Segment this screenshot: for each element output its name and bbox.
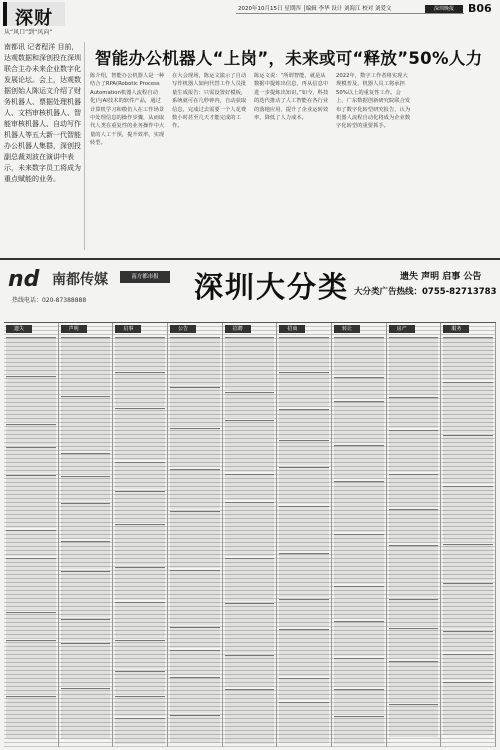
classified-ad-block (334, 716, 384, 744)
classified-ad-block (170, 627, 220, 648)
header-divider (236, 13, 464, 14)
classified-ad-block (225, 655, 275, 687)
classified-ad-block (389, 474, 439, 507)
classified-ad-block (61, 503, 111, 539)
lead-paragraph: 南都讯 记者程洋 目前，达观数据和深创投在深圳联合主办未来企业数字化发展论坛。会上，达观数据创始人陈运文介绍了财务机器人、票据处理机器人、文档审核机器人、智能审核机器人、自动写作机器人等五大新一代智能办公机器人集群，深创投副总裁刘波在演讲中表示，未来数字员工将成为重点赋能的业务。 (4, 43, 81, 183)
classified-ad-block (225, 337, 275, 390)
classified-ad-block (389, 430, 439, 472)
classified-ad-block (6, 447, 56, 473)
classified-ad-block (170, 337, 220, 385)
classified-column-header: 声明 (61, 325, 87, 333)
classified-ad-block (115, 462, 165, 489)
classified-ad-block (443, 382, 493, 433)
classified-ad-block (6, 612, 56, 638)
classified-ad-block (389, 545, 439, 597)
page-header (0, 0, 500, 38)
classified-ad-block (115, 524, 165, 565)
classified-ad-block (115, 640, 165, 669)
classified-title: 深圳大分类 (194, 270, 350, 304)
classified-ad-block (170, 677, 220, 713)
classified-ad-block (279, 599, 329, 627)
classified-ad-block (443, 435, 493, 484)
classified-column-header: 遗失 (6, 325, 32, 333)
classified-ad-block (115, 602, 165, 638)
classified-ad-block (334, 586, 384, 619)
classified-ad-block (334, 621, 384, 656)
classified-column-header: 房产 (389, 325, 415, 333)
classified-ad-block (115, 567, 165, 600)
classified-ad-block (115, 718, 165, 744)
classified-header (4, 263, 496, 319)
classified-column (277, 323, 332, 747)
article-column: 2022年，数字工作者将实现大规模普及，机器人员工将承担50%以上的重复性工作。会上，广东数据创新研究院联合发布了数字化转型研究报告，认为机器人流程自动化将成为企业数字化转型的重要抓手。 (336, 73, 411, 130)
article-column: 陈运文说：“所谓智能，就是从数据中提炼出信息，再从信息中进一步提炼出知识。”如今，科技的迭代推动了人工智能在各行业的落地应用，提升了企业运转效率，降低了人力成本。 (254, 73, 329, 122)
classified-ad-block (279, 467, 329, 504)
classified-column (223, 323, 278, 747)
classified-ad-block (170, 469, 220, 509)
classified-ad-block (61, 541, 111, 569)
brand-logo (8, 267, 188, 307)
classified-column-header: 转让 (334, 325, 360, 333)
classified-ad-block (443, 654, 493, 680)
classified-ad-block (389, 509, 439, 543)
classified-ad-block (334, 377, 384, 399)
classified-ad-block (279, 372, 329, 407)
classified-ad-block (6, 475, 56, 528)
classified-ad-block (225, 392, 275, 418)
classified-ad-block (389, 599, 439, 626)
classified-ad-block (443, 486, 493, 542)
article-column: 陈介绍，智能办公机器人是一种结合了RPA(Robotic Process Automation机器人流程自动化)与AI技术的软件产品，通过计算机学习和模仿人在工作场景中处理信息的操作步骤，从而取代人类在重复性的业务操作中大量的人工干预，提升效率，实现转型。 (90, 73, 165, 147)
classified-ad-block (279, 440, 329, 465)
date-line: 2020年10月15日 星期四 │编辑 李华 设计 刘海江 校对 刘爱文 (238, 6, 392, 12)
classified-ad-block (334, 534, 384, 584)
classified-ad-block (6, 376, 56, 422)
classified-ad-block (115, 671, 165, 694)
section-subtitle: 从“风口”到“风向” (4, 29, 53, 36)
classified-ad-block (170, 511, 220, 568)
article-headline: 智能办公机器人“上岗”，未来或可“释放”50%人力 (95, 49, 483, 68)
lead-divider (84, 42, 85, 250)
classified-ad-block (6, 530, 56, 556)
classified-ad-block (279, 702, 329, 743)
article-body (90, 72, 494, 257)
classified-column (59, 323, 114, 747)
classified-ad-block (443, 583, 493, 629)
section-tag (3, 2, 65, 29)
classified-column-header: 服务 (443, 325, 469, 333)
classified-ad-block (225, 603, 275, 653)
classified-ad-block (389, 337, 439, 395)
classified-ad-block (279, 629, 329, 676)
classified-ad-block (334, 689, 384, 714)
classified-ad-block (170, 650, 220, 675)
classified-ad-block (279, 678, 329, 700)
classified-ad-block (389, 661, 439, 702)
classified-ad-block (6, 558, 56, 610)
classified-ad-block (170, 428, 220, 467)
classified-column-header: 招聘 (225, 325, 251, 333)
classified-ad-block (6, 337, 56, 374)
classified-ad-block (389, 628, 439, 659)
classified-ad-block (61, 476, 111, 501)
classified-ad-block (61, 337, 111, 394)
classified-ad-block (443, 682, 493, 735)
classified-column-header: 启事 (115, 325, 141, 333)
classified-column (332, 323, 387, 747)
header-badge: 深圳晚报 (425, 5, 463, 13)
classified-ad-block (334, 481, 384, 532)
classified-ad-block (443, 544, 493, 581)
classified-ad-block (115, 337, 165, 370)
classified-ad-block (6, 640, 56, 694)
classified-ads-grid (4, 322, 496, 747)
section-divider (0, 258, 500, 260)
classified-ad-block (225, 420, 275, 472)
classified-ad-block (61, 688, 111, 739)
brand-name: 南都传媒 (52, 272, 108, 288)
classified-ad-block (279, 409, 329, 438)
classified-ad-block (225, 502, 275, 556)
classified-ad-block (115, 696, 165, 716)
classified-categories: 遗失 声明 启事 公告 (400, 272, 482, 282)
classified-ad-block (115, 372, 165, 406)
classified-ad-block (170, 715, 220, 743)
classified-ad-block (6, 696, 56, 739)
classified-column-header: 公告 (170, 325, 196, 333)
classified-ad-block (115, 408, 165, 460)
classified-ad-block (6, 424, 56, 445)
classified-ad-block (225, 558, 275, 601)
classified-ad-block (443, 337, 493, 380)
classified-ad-block (279, 506, 329, 551)
classified-ad-block (170, 570, 220, 625)
classified-ad-block (61, 453, 111, 474)
classified-ad-block (334, 445, 384, 479)
classified-ad-block (334, 401, 384, 443)
classified-ad-block (115, 491, 165, 522)
classified-ad-block (61, 396, 111, 451)
classified-ad-block (61, 619, 111, 641)
page-number: B06 (468, 2, 492, 15)
brand-hotline: 热线电话：020-87388888 (12, 297, 87, 304)
classified-ad-block (225, 689, 275, 744)
section-title: 深财 (15, 8, 53, 29)
classified-ad-block (389, 704, 439, 737)
classified-column (441, 323, 496, 747)
classified-column (4, 323, 59, 747)
classified-ad-block (225, 474, 275, 500)
classified-ad-block (334, 658, 384, 687)
classified-ad-block (170, 387, 220, 426)
classified-ad-block (61, 643, 111, 686)
classified-ad-block (279, 553, 329, 597)
article-column: 在大会现场，陈运文演示了自动写作机器人如何代替工作人员批量生成报告：只需设置好模板，系统就可在几秒钟内，自动获取信息，完成过去需要一个人花费数小时甚至几天才能完成的工作。 (172, 73, 247, 130)
classified-ad-block (61, 571, 111, 617)
classified-ad-block (389, 397, 439, 428)
classified-column (168, 323, 223, 747)
classified-column (387, 323, 442, 747)
classified-ad-block (334, 337, 384, 375)
brand-mark: nd (8, 267, 40, 292)
classified-ad-block (279, 337, 329, 370)
brand-tag: 南方都市报 (120, 271, 170, 283)
classified-hotline: 大分类广告热线：0755-82713783 (354, 287, 497, 297)
classified-ad-block (443, 631, 493, 652)
classified-column (113, 323, 168, 747)
classified-column-header: 招商 (279, 325, 305, 333)
